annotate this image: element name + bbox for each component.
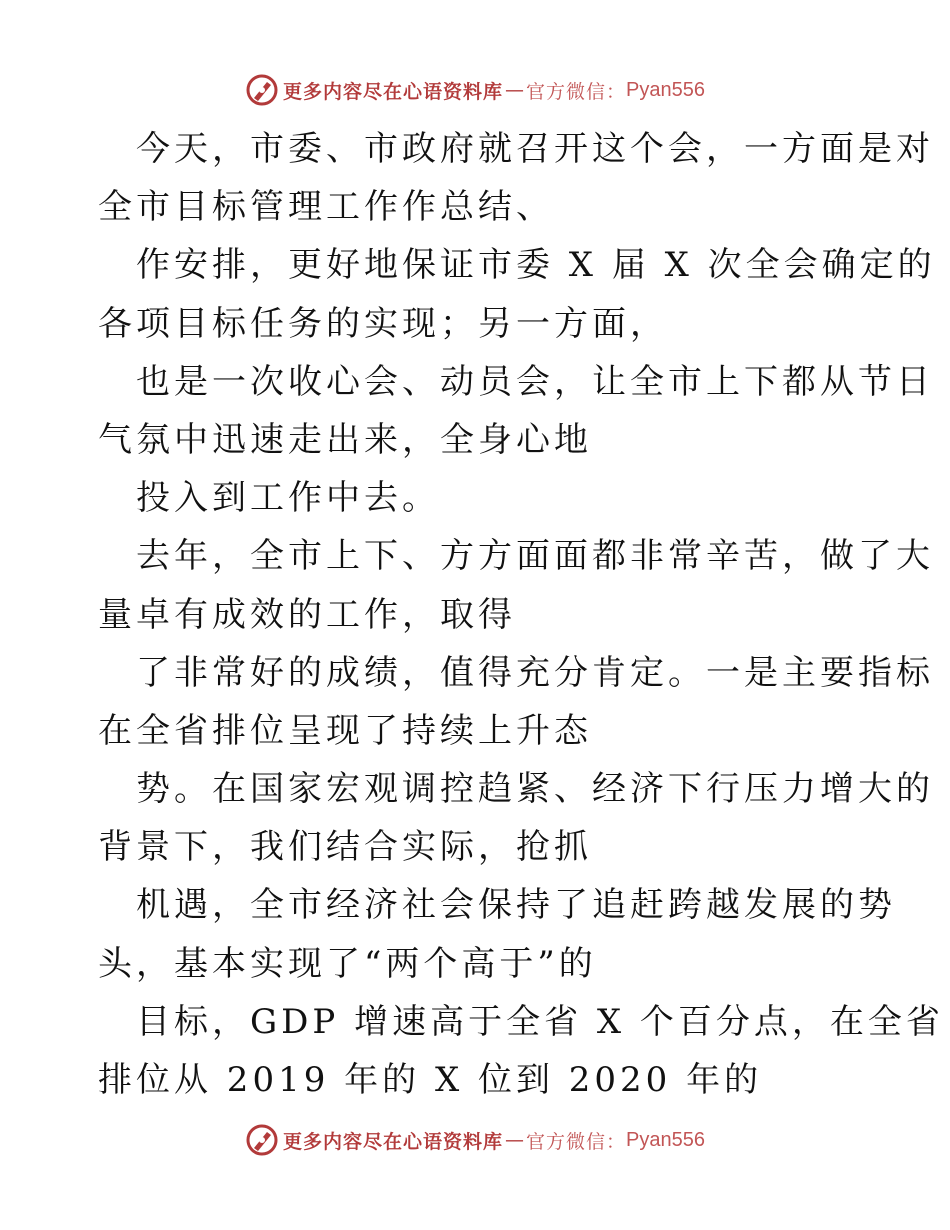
text-line: 今天，市委、市政府就召开这个会，一方面是对	[136, 129, 934, 169]
text-line: 目标，GDP 增速高于全省 X 个百分点，在全省	[136, 1001, 944, 1042]
text-line: 在全省排位呈现了持续上升态	[98, 710, 592, 751]
text-line: 背景下，我们结合实际，抢抓	[98, 827, 592, 868]
pen-logo-icon	[245, 73, 279, 107]
footer-banner	[0, 1120, 950, 1160]
text-line: 去年，全市上下、方方面面都非常辛苦，做了大	[136, 536, 934, 577]
text-line: 头，基本实现了“两个高于”的	[98, 943, 597, 984]
text-line: 投入到工作中去。	[136, 478, 440, 519]
text-line: 了非常好的成绩，值得充分肯定。一是主要指标	[136, 652, 934, 693]
text-line: 势。在国家宏观调控趋紧、经济下行压力增大的	[136, 769, 934, 810]
header-banner	[0, 70, 950, 110]
wechat-id: Pyan556	[626, 1128, 705, 1151]
wechat-label: 官方微信：	[526, 1130, 627, 1153]
text-line: 机遇，全市经济社会保持了追赶跨越发展的势	[136, 885, 896, 926]
banner-separator: —	[505, 1129, 525, 1151]
text-line: 全市目标管理工作作总结、	[98, 187, 554, 228]
wechat-label: 官方微信：	[526, 80, 627, 103]
text-line: 各项目标任务的实现；另一方面，	[98, 303, 668, 344]
text-line: 排位从 2019 年的 X 位到 2020 年的	[98, 1060, 763, 1100]
brand-text: 更多内容尽在心语资料库	[283, 1130, 504, 1153]
text-line: 气氛中迅速走出来，全身心地	[98, 419, 592, 460]
pen-logo-icon	[245, 1123, 279, 1157]
brand-text: 更多内容尽在心语资料库	[283, 80, 504, 103]
banner-separator: —	[505, 79, 525, 101]
text-line: 作安排，更好地保证市委 X 届 X 次全会确定的	[136, 245, 936, 286]
document-body	[98, 120, 944, 1109]
text-line: 量卓有成效的工作，取得	[98, 594, 516, 635]
text-line: 也是一次收心会、动员会，让全市上下都从节日	[136, 361, 934, 402]
wechat-id: Pyan556	[626, 78, 705, 101]
